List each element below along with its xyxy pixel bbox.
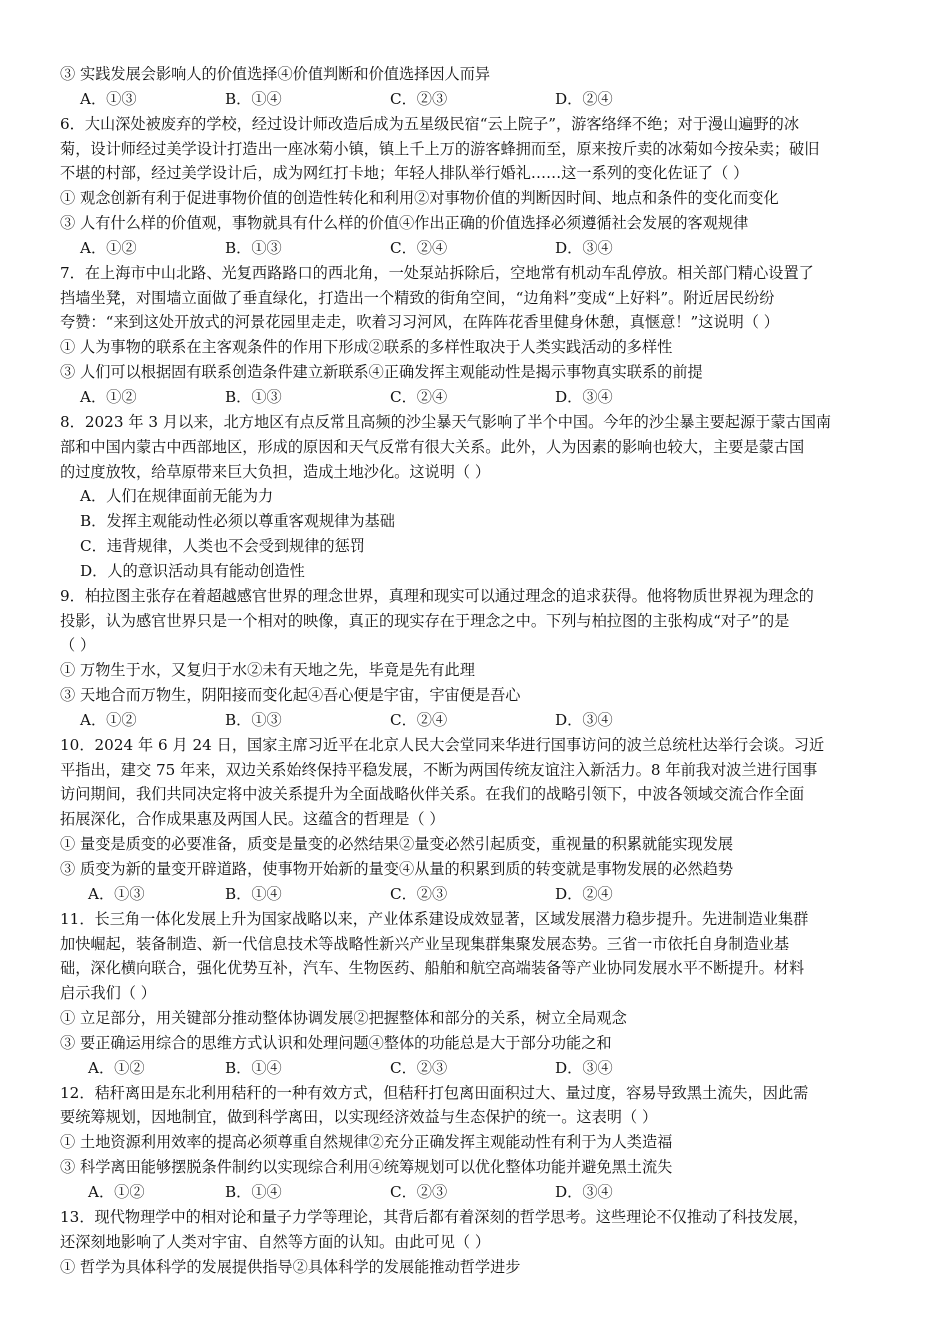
q8-option-d[interactable]: D．人的意识活动具有能动创造性 xyxy=(80,561,305,580)
q9-option-c[interactable]: C．②④ xyxy=(390,710,448,729)
q7-options xyxy=(60,385,890,410)
q10-option-c[interactable]: C．②③ xyxy=(390,884,448,903)
q7-stem-line-3: 夸赞：“来到这处开放式的河景花园里走走，吹着习习河风，在阵阵花香里健身休憩，真惬意！”这说明（ ） xyxy=(60,313,779,332)
q8-option-a[interactable]: A．人们在规律面前无能为力 xyxy=(80,487,274,506)
q12-option-c[interactable]: C．②③ xyxy=(390,1182,448,1201)
q11-stem-line-3: 础，深化横向联合，强化优势互补，汽车、生物医药、船舶和航空高端装备等产业协同发展水平不断提升。材料 xyxy=(60,959,805,978)
q10-stem-line-3: 访问期间，我们共同决定将中波关系提升为全面战略伙伴关系。在我们的战略引领下，中波各领域交流合作全面 xyxy=(60,785,805,804)
q12-options xyxy=(60,1180,890,1205)
q12-stem-line-1: 12．秸秆离田是东北利用秸秆的一种有效方式，但秸秆打包离田面积过大、量过度，容易导致黑土流失，因此需 xyxy=(60,1083,809,1102)
q11-statements-1-2: ① 立足部分，用关键部分推动整体协调发展②把握整体和部分的关系，树立全局观念 xyxy=(60,1009,627,1028)
q5-statements-3-4: ③ 实践发展会影响人的价值选择④价值判断和价值选择因人而异 xyxy=(60,65,491,83)
q11-option-c[interactable]: C．②③ xyxy=(390,1058,448,1077)
q7-option-c[interactable]: C．②④ xyxy=(390,387,448,406)
q13-stem-line-1: 13．现代物理学中的相对论和量子力学等理论，其背后都有着深刻的哲学思考。这些理论不仅推动了科技发展， xyxy=(60,1207,809,1226)
q9-statements-3-4: ③ 天地合而万物生，阴阳接而变化起④吾心便是宇宙，宇宙便是吾心 xyxy=(60,686,521,705)
question-11 xyxy=(60,907,890,1081)
q8-stem-line-1: 8．2023 年 3 月以来，北方地区有点反常且高频的沙尘暴天气影响了半个中国。今年的沙尘暴主要起源于蒙古国南 xyxy=(60,412,832,431)
q6-options xyxy=(60,236,890,261)
q9-stem-line-1: 9．柏拉图主张存在着超越感官世界的理念世界，真理和现实可以通过理念的追求获得。他将物质世界视为理念的 xyxy=(60,586,814,605)
q7-option-a[interactable]: A．①② xyxy=(80,387,137,406)
q8-option-c[interactable]: C．违背规律，人类也不会受到规律的惩罚 xyxy=(80,537,365,556)
q6-statements-1-2: ① 观念创新有利于促进事物价值的创造性转化和利用②对事物价值的判断因时间、地点和条件的变化而变化 xyxy=(60,189,779,208)
question-12 xyxy=(60,1081,890,1205)
question-13 xyxy=(60,1205,890,1280)
q11-stem-line-1: 11．长三角一体化发展上升为国家战略以来，产业体系建设成效显著，区域发展潜力稳步提升。先进制造业集群 xyxy=(60,909,809,928)
q10-statements-1-2: ① 量变是质变的必要准备，质变是量变的必然结果②量变必然引起质变，重视量的积累就能实现发展 xyxy=(60,835,734,854)
q12-option-d[interactable]: D．③④ xyxy=(555,1182,613,1201)
q9-option-b[interactable]: B．①③ xyxy=(225,710,282,729)
q11-option-d[interactable]: D．③④ xyxy=(555,1058,613,1077)
q6-option-b[interactable]: B．①③ xyxy=(225,238,282,257)
question-6 xyxy=(60,112,890,261)
q9-option-a[interactable]: A．①② xyxy=(80,710,137,729)
q6-stem-line-2: 菊，设计师经过美学设计打造出一座冰菊小镇，镇上千上万的游客蜂拥而至，原来按斤卖的冰菊如今按朵卖；破旧 xyxy=(60,139,820,158)
q12-statements-1-2: ① 土地资源利用效率的提高必须尊重自然规律②充分正确发挥主观能动性有利于为人类造福 xyxy=(60,1133,673,1152)
q6-option-a[interactable]: A．①② xyxy=(80,238,137,257)
q8-stem-line-3: 的过度放牧，给草原带来巨大负担，造成土地沙化。这说明（ ） xyxy=(60,462,491,481)
q12-option-b[interactable]: B．①④ xyxy=(225,1182,282,1201)
q5-option-b[interactable]: B．①④ xyxy=(225,89,282,108)
q10-statements-3-4: ③ 质变为新的量变开辟道路，使事物开始新的量变④从量的积累到质的转变就是事物发展的必然趋势 xyxy=(60,860,734,878)
exam-page xyxy=(60,62,890,1279)
q11-options xyxy=(60,1056,890,1081)
q9-statements-1-2: ① 万物生于水，又复归于水②未有天地之先，毕竟是先有此理 xyxy=(60,661,475,680)
q10-stem-line-1: 10．2024 年 6 月 24 日，国家主席习近平在北京人民大会堂同来华进行国事访问的波兰总统杜达举行会谈。习近 xyxy=(60,735,825,754)
q6-stem-line-1: 6．大山深处被废弃的学校，经过设计师改造后成为五星级民宿“云上院子”，游客络绎不绝；对于漫山遍野的冰 xyxy=(60,114,800,133)
q8-option-b[interactable]: B．发挥主观能动性必须以尊重客观规律为基础 xyxy=(80,512,395,531)
q11-stem-line-2: 加快崛起，装备制造、新一代信息技术等战略性新兴产业呈现集群集聚发展态势。三省一市依托自身制造业基 xyxy=(60,934,789,953)
q9-options xyxy=(60,708,890,733)
q5-option-a[interactable]: A．①③ xyxy=(80,89,137,108)
q13-statements-1-2: ① 哲学为具体科学的发展提供指导②具体科学的发展能推动哲学进步 xyxy=(60,1257,521,1276)
q11-statements-3-4: ③ 要正确运用综合的思维方式认识和处理问题④整体的功能总是大于部分功能之和 xyxy=(60,1033,612,1052)
q7-statements-3-4: ③ 人们可以根据固有联系创造条件建立新联系④正确发挥主观能动性是揭示事物真实联系的前提 xyxy=(60,363,703,382)
q7-stem-line-2: 挡墙坐凳，对围墙立面做了垂直绿化，打造出一个精致的街角空间，“边角料”变成“上好料”。附近居民纷纷 xyxy=(60,288,775,307)
question-9 xyxy=(60,584,890,733)
q11-option-b[interactable]: B．①④ xyxy=(225,1058,282,1077)
q6-option-c[interactable]: C．②④ xyxy=(390,238,448,257)
q10-option-a[interactable]: A．①③ xyxy=(88,884,145,903)
q10-option-b[interactable]: B．①④ xyxy=(225,884,282,903)
question-10 xyxy=(60,733,890,907)
q12-stem-line-2: 要统筹规划，因地制宜，做到科学离田，以实现经济效益与生态保护的统一。这表明（ ） xyxy=(60,1108,658,1127)
q9-option-d[interactable]: D．③④ xyxy=(555,710,613,729)
q10-stem-line-4: 拓展深化，合作成果惠及两国人民。这蕴含的哲理是（ ） xyxy=(60,810,445,829)
q9-stem-line-2: 投影，认为感官世界只是一个相对的映像，真正的现实存在于理念之中。下列与柏拉图的主张构成“对子”的是 xyxy=(60,611,790,630)
q10-option-d[interactable]: D．②④ xyxy=(555,884,613,903)
q6-stem-line-3: 不堪的村部，经过美学设计后，成为网红打卡地；年轻人排队举行婚礼……这一系列的变化佐证了（ ） xyxy=(60,164,749,183)
q5-option-d[interactable]: D．②④ xyxy=(555,89,613,108)
q13-stem-line-2: 还深刻地影响了人类对宇宙、自然等方面的认知。由此可见（ ） xyxy=(60,1232,491,1251)
q10-options xyxy=(60,882,890,907)
q5-options xyxy=(60,87,890,112)
q12-option-a[interactable]: A．①② xyxy=(88,1182,145,1201)
q9-stem-line-3: （ ） xyxy=(60,636,96,655)
q5-option-c[interactable]: C．②③ xyxy=(390,89,448,108)
q6-option-d[interactable]: D．③④ xyxy=(555,238,613,257)
q7-statements-1-2: ① 人为事物的联系在主客观条件的作用下形成②联系的多样性取决于人类实践活动的多样性 xyxy=(60,338,673,357)
q6-statements-3-4: ③ 人有什么样的价值观，事物就具有什么样的价值④作出正确的价值选择必须遵循社会发展的客观规律 xyxy=(60,214,749,233)
q10-stem-line-2: 平指出，建交 75 年来，双边关系始终保持平稳发展，不断为两国传统友谊注入新活力。8 年前我对波兰进行国事 xyxy=(60,760,818,779)
q11-option-a[interactable]: A．①② xyxy=(88,1058,145,1077)
question-8 xyxy=(60,410,890,584)
q7-stem-line-1: 7．在上海市中山北路、光复西路路口的西北角，一处泵站拆除后，空地常有机动车乱停放。相关部门精心设置了 xyxy=(60,263,814,282)
q7-option-d[interactable]: D．③④ xyxy=(555,387,613,406)
q12-statements-3-4: ③ 科学离田能够摆脱条件制约以实现综合利用④统筹规划可以优化整体功能并避免黑土流失 xyxy=(60,1158,673,1177)
question-7 xyxy=(60,261,890,410)
q8-stem-line-2: 部和中国内蒙古中西部地区，形成的原因和天气反常有很大关系。此外，人为因素的影响也较大，主要是蒙古国 xyxy=(60,437,805,456)
q7-option-b[interactable]: B．①③ xyxy=(225,387,282,406)
q11-stem-line-4: 启示我们（ ） xyxy=(60,984,156,1003)
